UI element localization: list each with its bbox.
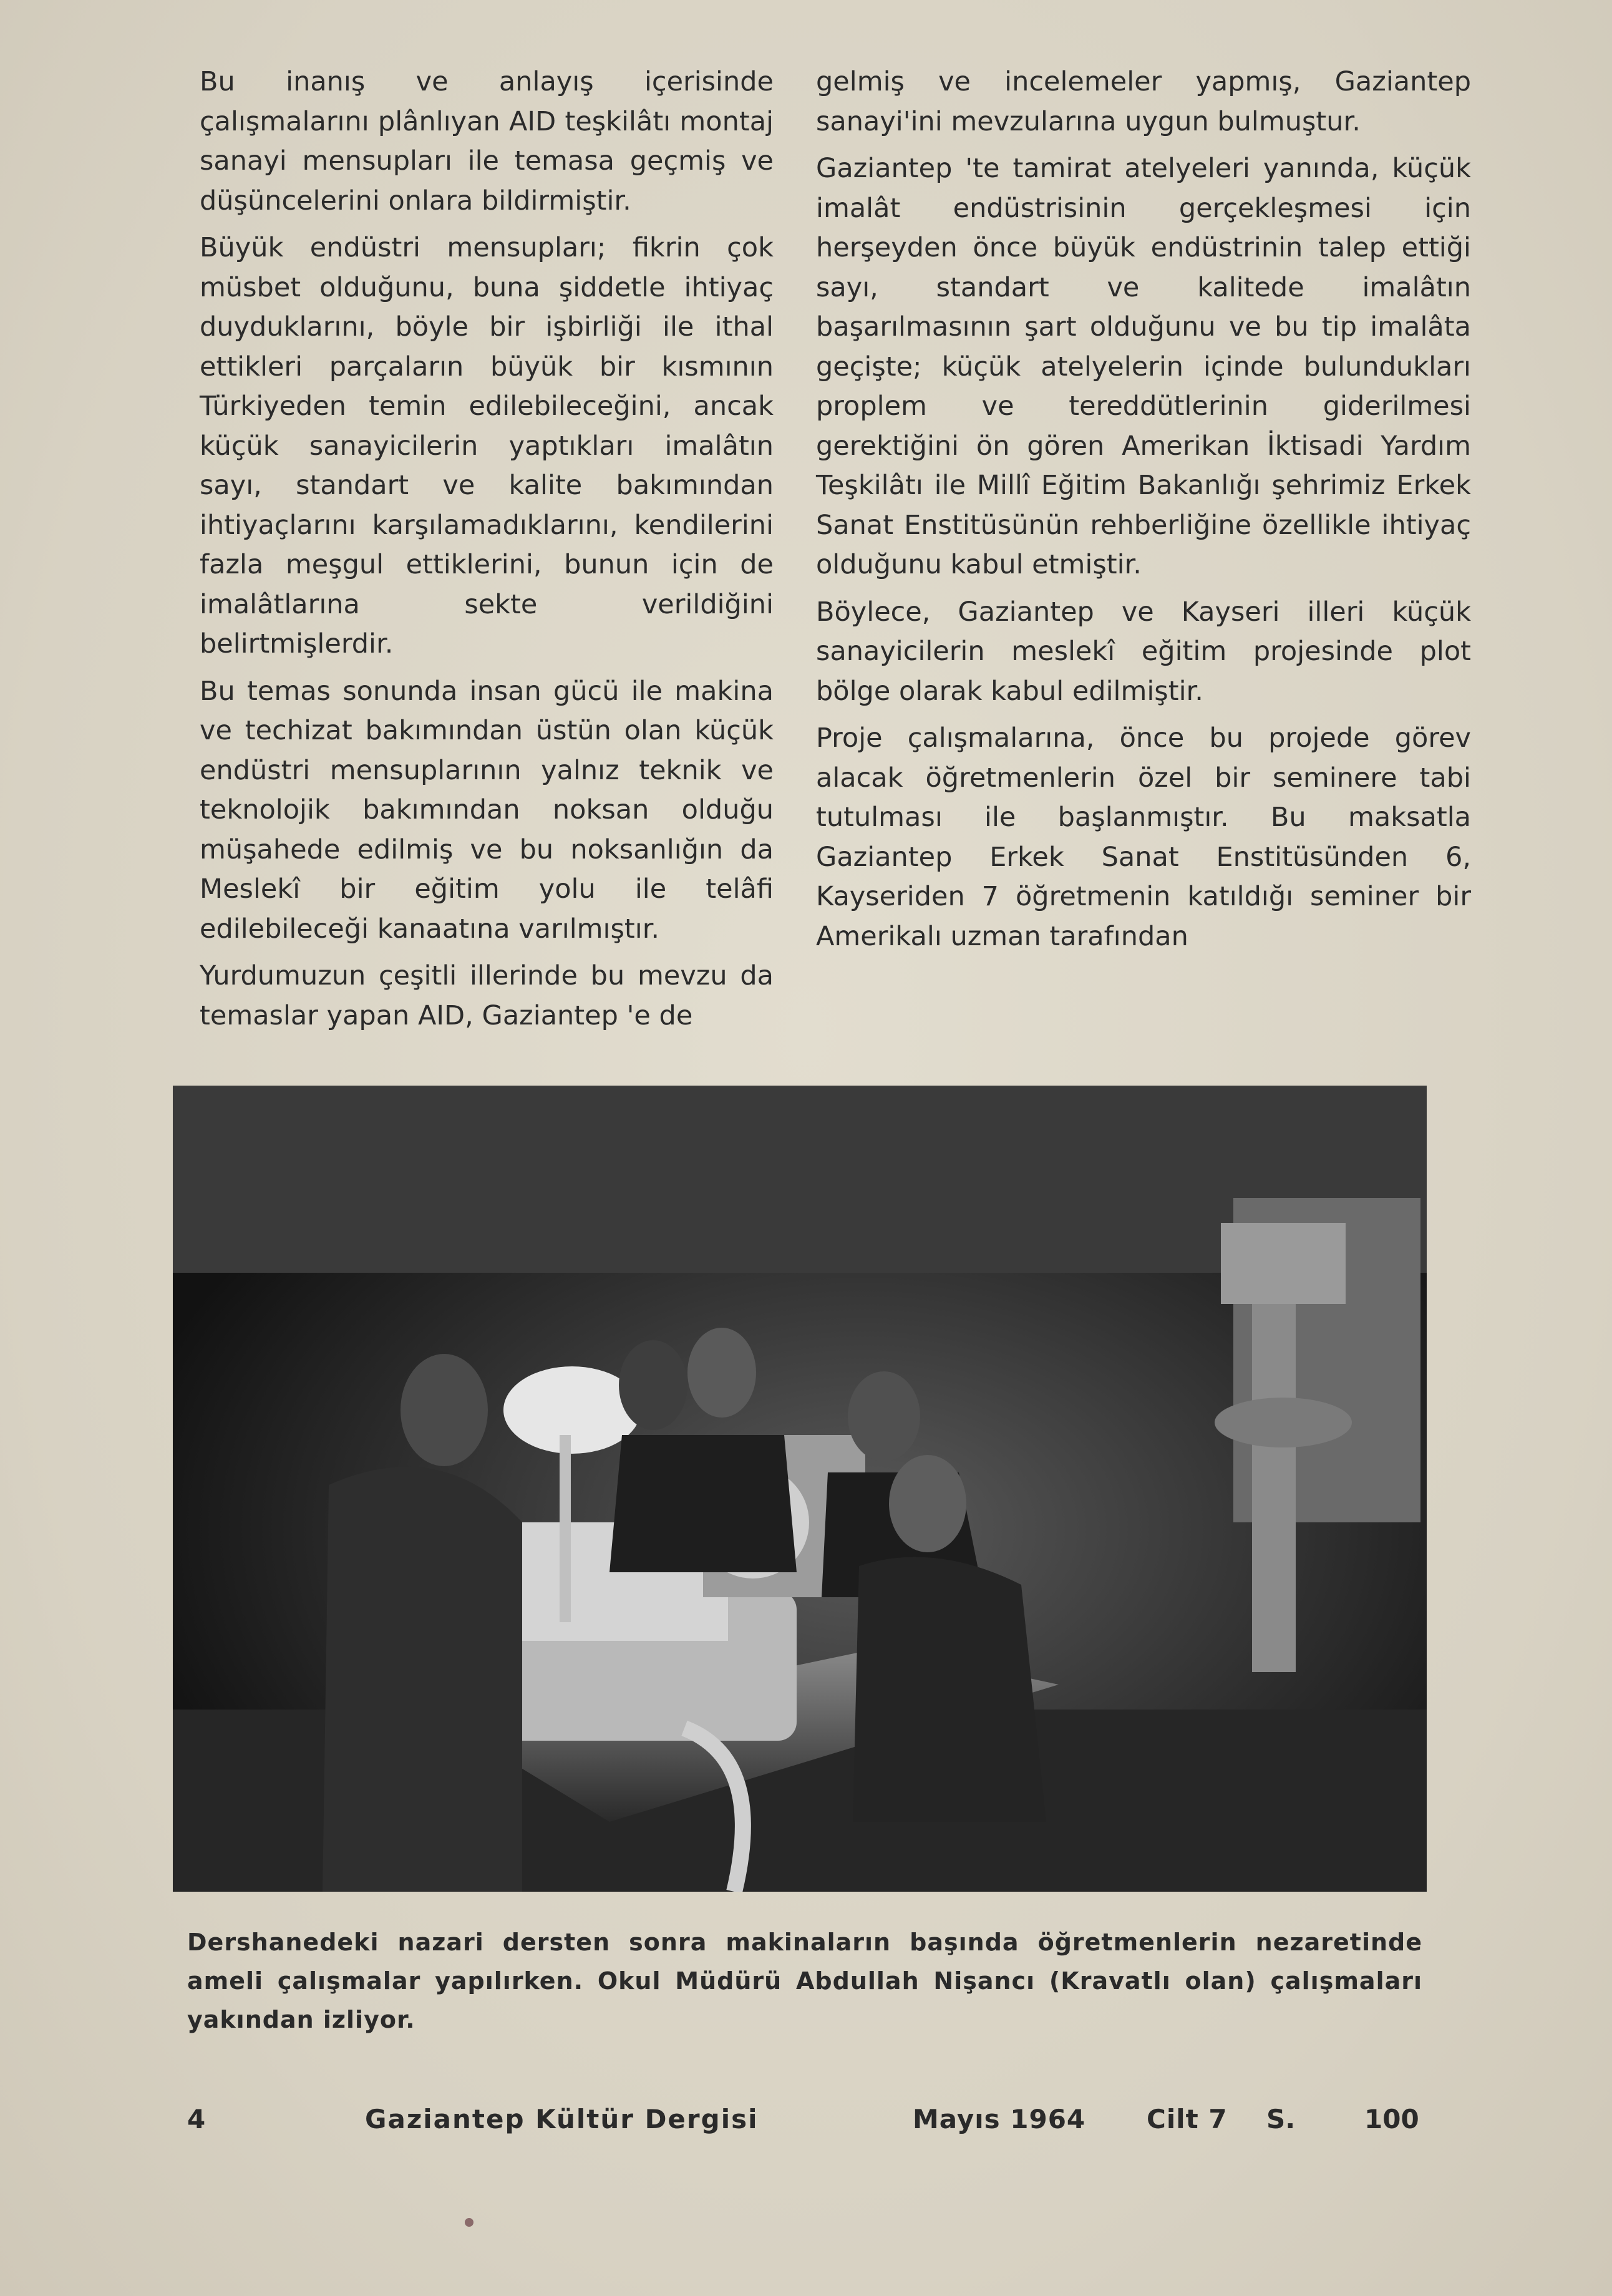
left-text-column (200, 62, 774, 1043)
paragraph: Bu temas sonunda insan gücü ile makina ve techizat bakımından üstün olan küçük endüstri mensuplarının yalnız teknik ve teknolojik bakımından noksan olduğu müşahede edilmiş ve bu noksanlığın da Meslekî bir eğitim yolu ile telâfi edilebileceği kanaatına varılmıştır. (200, 675, 774, 945)
paragraph: Yurdumuzun çeşitli illerinde bu mevzu da temaslar yapan AID, Gaziantep 'e de (200, 960, 774, 1031)
paragraph: Proje çalışmalarına, önce bu projede görev alacak öğretmenlerin özel bir seminere tabi tutulması ile başlanmıştır. Bu maksatla Gaziantep Erkek Sanat Enstitüsünden 6, Kayseriden 7 öğretmenin katıldığı seminer bir Amerikalı uzman tarafından (816, 722, 1471, 952)
paragraph: Bu inanış ve anlayış içerisinde çalışmalarını plânlıyan AID teşkilâtı montaj sanayi mensupları ile temasa geçmiş ve düşüncelerini onlara bildirmiştir. (200, 66, 774, 216)
issue-number: 100 (1364, 2104, 1419, 2134)
issue-label: S. (1266, 2104, 1296, 2134)
paragraph: Böylece, Gaziantep ve Kayseri illeri küçük sanayicilerin meslekî eğitim projesinde plot bölge olarak kabul edilmiştir. (816, 596, 1471, 707)
issue-date: Mayıs 1964 (913, 2104, 1086, 2134)
volume-label: Cilt 7 (1147, 2104, 1228, 2134)
paragraph: Büyük endüstri mensupları; fikrin çok müsbet olduğunu, buna şiddetle ihtiyaç duyduklarını, böyle bir işbirliği ile ithal ettikleri parçaların büyük bir kısmının Türkiyeden temin edilebileceğini, ancak küçük sanayicilerin yaptıkları imalâtın sayı, standart ve kalite bakımından ihtiyaçlarını karşılamadıklarını, kendilerini fazla meşgul ettiklerini, bunun için de imalâtlarına sekte verildiğini belirtmişlerdir. (200, 232, 774, 659)
photo-caption: Dershanedeki nazari dersten sonra makinaların başında öğretmenlerin nezaretinde ameli çalışmalar yapılırken. Okul Müdürü Abdullah Nişancı (Kravatlı olan) çalışmaları yakından izliyor. (187, 1929, 1422, 2033)
page-footer (0, 2104, 1612, 2148)
page-number: 4 (187, 2104, 206, 2134)
paragraph: gelmiş ve incelemeler yapmış, Gaziantep sanayi'ini mevzularına uygun bulmuştur. (816, 66, 1471, 137)
paragraph: Gaziantep 'te tamirat atelyeleri yanında, küçük imalât endüstrisinin gerçekleşmesi için herşeyden önce büyük endüstrinin talep ettiği sayı, standart ve kalitede imalâtın başarılmasının şart olduğunu ve bu tip imalâta geçişte; küçük atelyelerin içinde bulundukları proplem ve tereddütlerinin giderilmesi gerektiğini ön gören Amerikan İktisadi Yardım Teşkilâtı ile Millî Eğitim Bakanlığı şehrimiz Erkek Sanat Enstitüsünün rehberliğine özellikle ihtiyaç olduğunu kabul etmiştir. (816, 153, 1471, 580)
magazine-title: Gaziantep Kültür Dergisi (365, 2104, 759, 2134)
workshop-photo (173, 1086, 1427, 1892)
ink-spot (465, 2218, 473, 2227)
right-text-column (816, 62, 1471, 964)
